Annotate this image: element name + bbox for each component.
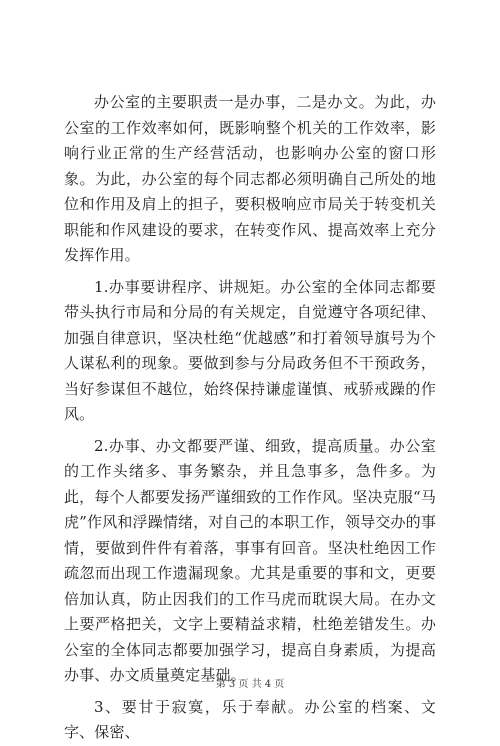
paragraph-item-1: 1.办事要讲程序、讲规矩。办公室的全体同志都要带头执行市局和分局的有关规定，自觉遵守各项纪律、加强自律意识，坚决杜绝“优越感”和打着领导旗号为个人谋私利的现象。要做到参与分局政务但不干预政务，当好参谋但不越位，始终保持谦虚谨慎、戒骄戒躁的作风。 — [64, 277, 436, 423]
paragraph-item-3: 3、要甘于寂寞，乐于奉献。办公室的档案、文字、保密、 — [64, 697, 436, 741]
paragraph-intro: 办公室的主要职责一是办事，二是办文。为此，办公室的工作效率如何，既影响整个机关的工作效率，影响行业正常的生产经营活动，也影响办公室的窗口形象。为此，办公室的每个同志都必须明确自己所处的地位和作用及肩上的担子，要积极响应市局关于转变机关职能和作风建设的要求，在转变作风、提高效率上充分发挥作用。 — [64, 93, 436, 264]
page-number-footer: 第 3 页 共 4 页 — [215, 679, 285, 690]
paragraph-item-2: 2.办事、办文都要严谨、细致，提高质量。办公室的工作头绪多、事务繁杂，并且急事多，急件多。为此，每个人都要发扬严谨细致的工作作风。坚决克服“马虎”作风和浮躁情绪，对自己的本职工作，领导交办的事情，要做到件件有着落，事事有回音。坚决杜绝因工作疏忽而出现工作遗漏现象。尤其是重要的事和文，更要倍加认真，防止因我们的工作马虎而耽误大局。在办文上要严格把关，文字上要精益求精，杜绝差错发生。办公室的全体同志都要加强学习，提高自身素质，为提高办事、办文质量奠定基础。 — [64, 436, 436, 684]
document-body — [64, 90, 436, 746]
